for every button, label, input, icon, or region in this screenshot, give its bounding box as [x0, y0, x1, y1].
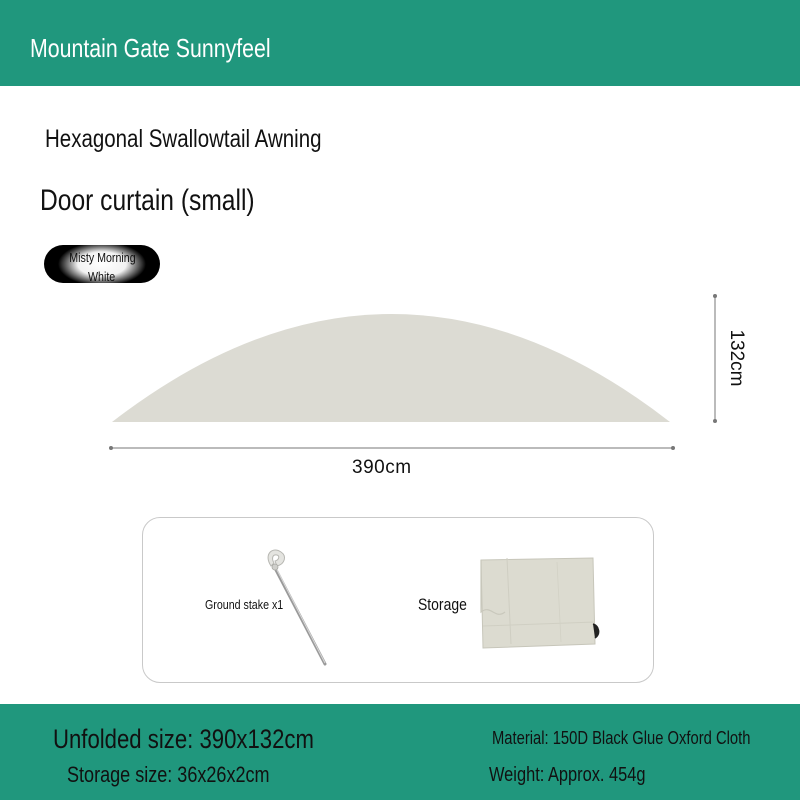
width-line-start-dot [109, 446, 113, 450]
weight-spec: Weight: Approx. 454g [489, 764, 646, 786]
stake-label: Ground stake x1 [205, 597, 284, 612]
header-bar [0, 0, 800, 86]
height-line-end-dot [713, 419, 717, 423]
footer-specs [0, 704, 800, 800]
storage-size: Storage size: 36x26x2cm [67, 762, 270, 787]
storage-bag-icon [477, 556, 605, 652]
width-label: 390cm [352, 457, 412, 478]
ground-stake-icon [261, 548, 333, 668]
storage-label: Storage [418, 595, 467, 614]
product-title: Hexagonal Swallowtail Awning [45, 125, 322, 153]
material-spec: Material: 150D Black Glue Oxford Cloth [492, 728, 751, 748]
width-line-end-dot [671, 446, 675, 450]
swatch-label: Misty Morning White [68, 250, 136, 284]
height-label: 132cm [726, 329, 747, 387]
color-swatch[interactable] [44, 244, 160, 284]
accessories-panel [142, 517, 654, 683]
unfolded-size: Unfolded size: 390x132cm [53, 724, 314, 754]
curtain-diagram [0, 280, 800, 460]
brand-name: Mountain Gate Sunnyfeel [30, 33, 271, 63]
door-curtain-shape [112, 314, 670, 422]
height-line-start-dot [713, 294, 717, 298]
item-title: Door curtain (small) [40, 184, 255, 217]
